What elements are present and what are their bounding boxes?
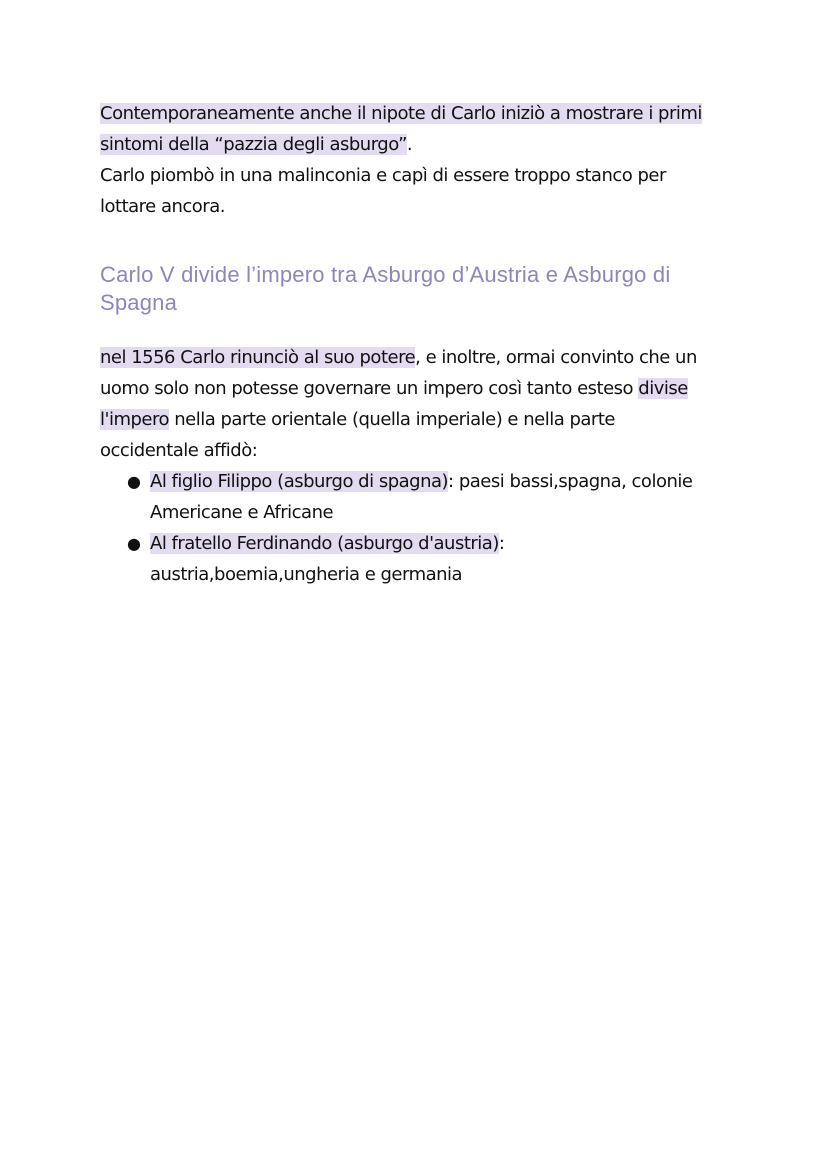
text-span: : [498, 533, 505, 554]
highlighted-text: Contemporaneamente anche il nipote di Carlo iniziò a mostrare i primi [100, 103, 702, 124]
highlighted-text: divise [638, 378, 688, 399]
heading-line: Spagna [100, 290, 178, 315]
highlighted-text: sintomi della “pazzia degli asburgo” [100, 134, 407, 155]
section-heading [100, 261, 730, 317]
text-span: nella parte orientale (quella imperiale) e nella parte [169, 409, 615, 430]
highlighted-text: Al figlio Filippo (asburgo di spagna) [150, 471, 449, 492]
text-span: lottare ancora. [100, 196, 225, 217]
highlighted-text: Al fratello Ferdinando (asburgo d'austria) [150, 533, 499, 554]
text-span: austria,boemia,ungheria e germania [150, 564, 463, 585]
paragraph-intro [100, 98, 730, 222]
highlighted-text: nel 1556 Carlo rinunciò al suo potere [100, 347, 416, 368]
text-span: : paesi bassi,spagna, colonie [448, 471, 693, 492]
text-span: occidentale affidò: [100, 440, 258, 461]
bullet-icon: ● [127, 534, 141, 553]
text-span: . [406, 134, 413, 155]
text-span: , e inoltre, ormai convinto che un [415, 347, 697, 368]
list-item [100, 466, 730, 528]
text-span: Carlo piombò in una malinconia e capì di essere troppo stanco per [100, 165, 666, 186]
bullet-icon: ● [127, 472, 141, 491]
bullet-list [100, 466, 730, 590]
text-span: Americane e Africane [150, 502, 334, 523]
heading-line: Carlo V divide l’impero tra Asburgo d’Austria e Asburgo di [100, 262, 671, 287]
list-item [100, 528, 730, 590]
paragraph-abdication [100, 342, 730, 466]
text-span: uomo solo non potesse governare un impero così tanto esteso [100, 378, 639, 399]
document-page [100, 98, 730, 590]
highlighted-text: l'impero [100, 409, 170, 430]
